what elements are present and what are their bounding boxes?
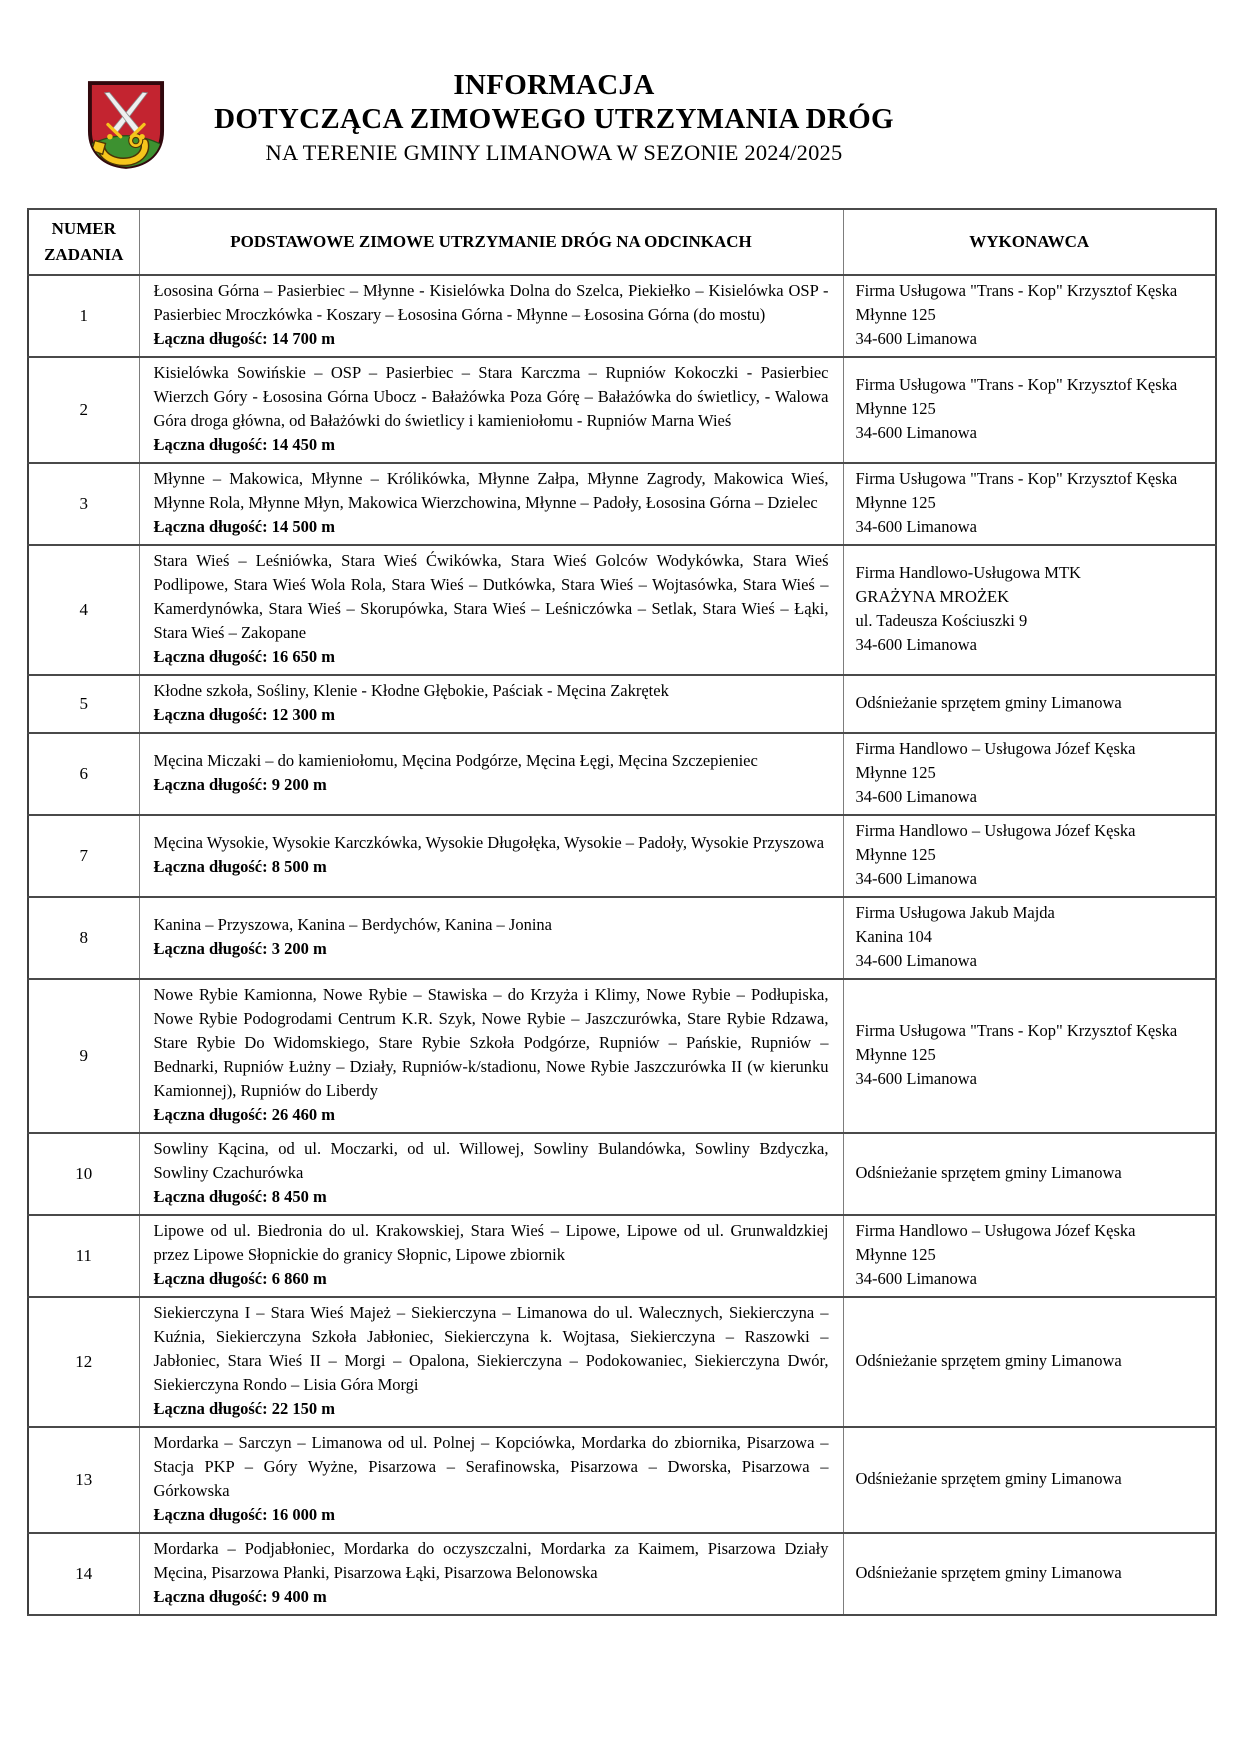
table-row: [28, 1297, 1216, 1427]
road-sections-text: Łososina Górna – Pasierbiec – Młynne - Kisielówka Dolna do Szelca, Piekiełko – Kisielówka OSP - Pasierbiec Mroczkówka - Koszary – Łososina Górna - Młynne – Łososina Górna (do mostu): [153, 281, 829, 324]
contractor-cell: [843, 1427, 1216, 1533]
contractor-cell: [843, 815, 1216, 897]
table-body: [28, 275, 1216, 1615]
road-sections-cell: [139, 1427, 843, 1533]
road-sections-cell: [139, 1297, 843, 1427]
road-sections-cell: [139, 675, 843, 733]
total-length-text: Łączna długość: 26 460 m: [153, 1105, 335, 1124]
table-row: [28, 1215, 1216, 1297]
road-sections-cell: [139, 897, 843, 979]
task-number-cell: 2: [28, 357, 139, 463]
table-row: [28, 463, 1216, 545]
road-sections-text: Siekierczyna I – Stara Wieś Majeż – Siekierczyna – Limanowa do ul. Walecznych, Siekierczyna – Kuźnia, Siekierczyna Szkoła Jabłoniec, Siekierczyna k. Wojtasa, Siekierczyna – Raszowki – Jabłoniec, Stara Wieś II – Morgi – Opalona, Siekierczyna – Podokowaniec, Siekierczyna Dwór, Siekierczyna Rondo – Lisia Góra Morgi: [153, 1303, 829, 1394]
total-length-text: Łączna długość: 12 300 m: [153, 705, 335, 724]
table-row: [28, 733, 1216, 815]
contractor-cell: [843, 979, 1216, 1133]
contractor-line: GRAŻYNA MROŻEK: [855, 587, 1010, 606]
table-row: [28, 815, 1216, 897]
contractor-line: Firma Usługowa "Trans - Kop" Krzysztof Kęska: [855, 469, 1178, 488]
contractor-cell: [843, 463, 1216, 545]
column-header-road-sections: PODSTAWOWE ZIMOWE UTRZYMANIE DRÓG NA ODCINKACH: [139, 209, 843, 275]
table-header-row: [28, 209, 1216, 275]
road-sections-text: Męcina Wysokie, Wysokie Karczkówka, Wysokie Długołęka, Wysokie – Padoły, Wysokie Przyszowa: [153, 833, 825, 852]
contractor-line: 34-600 Limanowa: [855, 1069, 977, 1088]
contractor-line: Odśnieżanie sprzętem gminy Limanowa: [855, 693, 1122, 712]
contractor-cell: [843, 1297, 1216, 1427]
contractor-cell: [843, 1533, 1216, 1615]
table-row: [28, 275, 1216, 357]
contractor-cell: [843, 357, 1216, 463]
contractor-line: 34-600 Limanowa: [855, 951, 977, 970]
contractor-cell: [843, 897, 1216, 979]
task-number-cell: 4: [28, 545, 139, 675]
task-number-cell: 11: [28, 1215, 139, 1297]
contractor-line: Młynne 125: [855, 1245, 936, 1264]
maintenance-table: [27, 208, 1217, 1616]
contractor-line: Młynne 125: [855, 305, 936, 324]
road-sections-text: Stara Wieś – Leśniówka, Stara Wieś Ćwikówka, Stara Wieś Golców Wodykówka, Stara Wieś Podlipowe, Stara Wieś Wola Rola, Stara Wieś – Dutkówka, Stara Wieś – Wojtasówka, Stara Wieś – Kamerdynówka, Stara Wieś – Skorupówka, Stara Wieś – Leśniczówka – Setlak, Stara Wieś – Łąki, Stara Wieś – Zakopane: [153, 551, 829, 642]
task-number-cell: 10: [28, 1133, 139, 1215]
title-line-2: DOTYCZĄCA ZIMOWEGO UTRZYMANIA DRÓG: [214, 103, 894, 135]
contractor-cell: [843, 733, 1216, 815]
task-number-cell: 12: [28, 1297, 139, 1427]
task-number-cell: 1: [28, 275, 139, 357]
contractor-line: 34-600 Limanowa: [855, 329, 977, 348]
contractor-line: Młynne 125: [855, 845, 936, 864]
task-number-cell: 6: [28, 733, 139, 815]
road-sections-text: Kłodne szkoła, Sośliny, Klenie - Kłodne Głębokie, Paściak - Męcina Zakrętek: [153, 681, 669, 700]
road-sections-text: Lipowe od ul. Biedronia do ul. Krakowskiej, Stara Wieś – Lipowe, Lipowe od ul. Grunwaldzkiej przez Lipowe Słopnickie do granicy Słopnic, Lipowe zbiornik: [153, 1221, 829, 1264]
road-sections-text: Nowe Rybie Kamionna, Nowe Rybie – Stawiska – do Krzyża i Klimy, Nowe Rybie – Podłupiska, Nowe Rybie Podogrodami Centrum K.R. Szyk, Nowe Rybie – Jaszczurówka, Stare Rybie Rdzawa, Stare Rybie Do Widomskiego, Stare Rybie Szkoła Podgórze, Rupniów – Pańskie, Rupniów – Bednarki, Rupniów Łużny – Działy, Rupniów-k/stadionu, Nowe Rybie Jaszczurówka II (w kierunku Kamionnej), Rupniów do Liberdy: [153, 985, 829, 1100]
road-sections-text: Mordarka – Sarczyn – Limanowa od ul. Polnej – Kopciówka, Mordarka do zbiornika, Pisarzowa – Stacja PKP – Góry Wyżne, Pisarzowa – Serafinowska, Pisarzowa – Dworska, Pisarzowa – Górkowska: [153, 1433, 829, 1500]
contractor-cell: [843, 275, 1216, 357]
total-length-text: Łączna długość: 14 700 m: [153, 329, 335, 348]
road-sections-text: Sowliny Kącina, od ul. Moczarki, od ul. Willowej, Sowliny Bulandówka, Sowliny Bzdyczka, Sowliny Czachurówka: [153, 1139, 829, 1182]
road-sections-text: Kanina – Przyszowa, Kanina – Berdychów, Kanina – Jonina: [153, 915, 552, 934]
total-length-text: Łączna długość: 8 500 m: [153, 857, 327, 876]
contractor-line: Firma Usługowa Jakub Majda: [855, 903, 1055, 922]
table-row: [28, 1533, 1216, 1615]
contractor-line: 34-600 Limanowa: [855, 1269, 977, 1288]
table-row: [28, 357, 1216, 463]
total-length-text: Łączna długość: 16 650 m: [153, 647, 335, 666]
contractor-line: Młynne 125: [855, 763, 936, 782]
table-row: [28, 979, 1216, 1133]
total-length-text: Łączna długość: 14 450 m: [153, 435, 335, 454]
road-sections-cell: [139, 357, 843, 463]
contractor-line: ul. Tadeusza Kościuszki 9: [855, 611, 1028, 630]
task-number-cell: 14: [28, 1533, 139, 1615]
contractor-line: 34-600 Limanowa: [855, 869, 977, 888]
contractor-line: 34-600 Limanowa: [855, 787, 977, 806]
contractor-line: Firma Usługowa "Trans - Kop" Krzysztof Kęska: [855, 281, 1178, 300]
road-sections-cell: [139, 1533, 843, 1615]
total-length-text: Łączna długość: 9 400 m: [153, 1587, 327, 1606]
title-line-1: INFORMACJA: [453, 69, 655, 101]
road-sections-text: Młynne – Makowica, Młynne – Królikówka, Młynne Załpa, Młynne Zagrody, Makowica Wieś, Młynne Rola, Młynne Młyn, Makowica Wierzchowina, Młynne – Padoły, Łososina Górna – Dzielec: [153, 469, 829, 512]
task-number-cell: 5: [28, 675, 139, 733]
road-sections-text: Męcina Miczaki – do kamieniołomu, Męcina Podgórze, Męcina Łęgi, Męcina Szczepieniec: [153, 751, 758, 770]
contractor-cell: [843, 675, 1216, 733]
table-row: [28, 545, 1216, 675]
total-length-text: Łączna długość: 14 500 m: [153, 517, 335, 536]
road-sections-cell: [139, 1133, 843, 1215]
task-number-cell: 13: [28, 1427, 139, 1533]
total-length-text: Łączna długość: 3 200 m: [153, 939, 327, 958]
total-length-text: Łączna długość: 8 450 m: [153, 1187, 327, 1206]
contractor-line: Młynne 125: [855, 493, 936, 512]
road-sections-text: Kisielówka Sowińskie – OSP – Pasierbiec – Stara Karczma – Rupniów Kokoczki - Pasierbiec Wierzch Góry - Łososina Górna Ubocz - Bałażówka Poza Górę – Bałażówka do świetlicy, - Walowa Góra droga główna, od Bałażówki do świetlicy i kamieniołomu - Rupniów Marna Wieś: [153, 363, 829, 430]
total-length-text: Łączna długość: 16 000 m: [153, 1505, 335, 1524]
contractor-line: Firma Usługowa "Trans - Kop" Krzysztof Kęska: [855, 375, 1178, 394]
contractor-line: Młynne 125: [855, 1045, 936, 1064]
task-number-cell: 7: [28, 815, 139, 897]
contractor-line: 34-600 Limanowa: [855, 517, 977, 536]
contractor-line: Młynne 125: [855, 399, 936, 418]
contractor-line: Odśnieżanie sprzętem gminy Limanowa: [855, 1351, 1122, 1370]
road-sections-text: Mordarka – Podjabłoniec, Mordarka do oczyszczalni, Mordarka za Kaimem, Pisarzowa Działy Męcina, Pisarzowa Płanki, Pisarzowa Łąki, Pisarzowa Belonowska: [153, 1539, 829, 1582]
contractor-line: Odśnieżanie sprzętem gminy Limanowa: [855, 1163, 1122, 1182]
task-number-cell: 3: [28, 463, 139, 545]
road-sections-cell: [139, 979, 843, 1133]
task-number-cell: 8: [28, 897, 139, 979]
contractor-line: 34-600 Limanowa: [855, 423, 977, 442]
column-header-task-number: NUMER ZADANIA: [28, 209, 139, 275]
contractor-line: 34-600 Limanowa: [855, 635, 977, 654]
total-length-text: Łączna długość: 22 150 m: [153, 1399, 335, 1418]
contractor-cell: [843, 545, 1216, 675]
contractor-line: Firma Handlowo – Usługowa Józef Kęska: [855, 821, 1136, 840]
contractor-line: Firma Handlowo-Usługowa MTK: [855, 563, 1081, 582]
table-row: [28, 675, 1216, 733]
road-sections-cell: [139, 463, 843, 545]
task-number-cell: 9: [28, 979, 139, 1133]
total-length-text: Łączna długość: 6 860 m: [153, 1269, 327, 1288]
table-row: [28, 1133, 1216, 1215]
contractor-cell: [843, 1215, 1216, 1297]
table-row: [28, 897, 1216, 979]
contractor-line: Firma Usługowa "Trans - Kop" Krzysztof Kęska: [855, 1021, 1178, 1040]
contractor-line: Odśnieżanie sprzętem gminy Limanowa: [855, 1469, 1122, 1488]
road-sections-cell: [139, 1215, 843, 1297]
road-sections-cell: [139, 733, 843, 815]
total-length-text: Łączna długość: 9 200 m: [153, 775, 327, 794]
document-title: [0, 68, 1108, 168]
road-sections-cell: [139, 545, 843, 675]
contractor-line: Odśnieżanie sprzętem gminy Limanowa: [855, 1563, 1122, 1582]
contractor-line: Kanina 104: [855, 927, 933, 946]
contractor-cell: [843, 1133, 1216, 1215]
contractor-line: Firma Handlowo – Usługowa Józef Kęska: [855, 739, 1136, 758]
road-sections-cell: [139, 275, 843, 357]
road-sections-cell: [139, 815, 843, 897]
table-row: [28, 1427, 1216, 1533]
title-line-3: NA TERENIE GMINY LIMANOWA W SEZONIE 2024/2025: [265, 140, 843, 165]
contractor-line: Firma Handlowo – Usługowa Józef Kęska: [855, 1221, 1136, 1240]
column-header-contractor: WYKONAWCA: [843, 209, 1216, 275]
